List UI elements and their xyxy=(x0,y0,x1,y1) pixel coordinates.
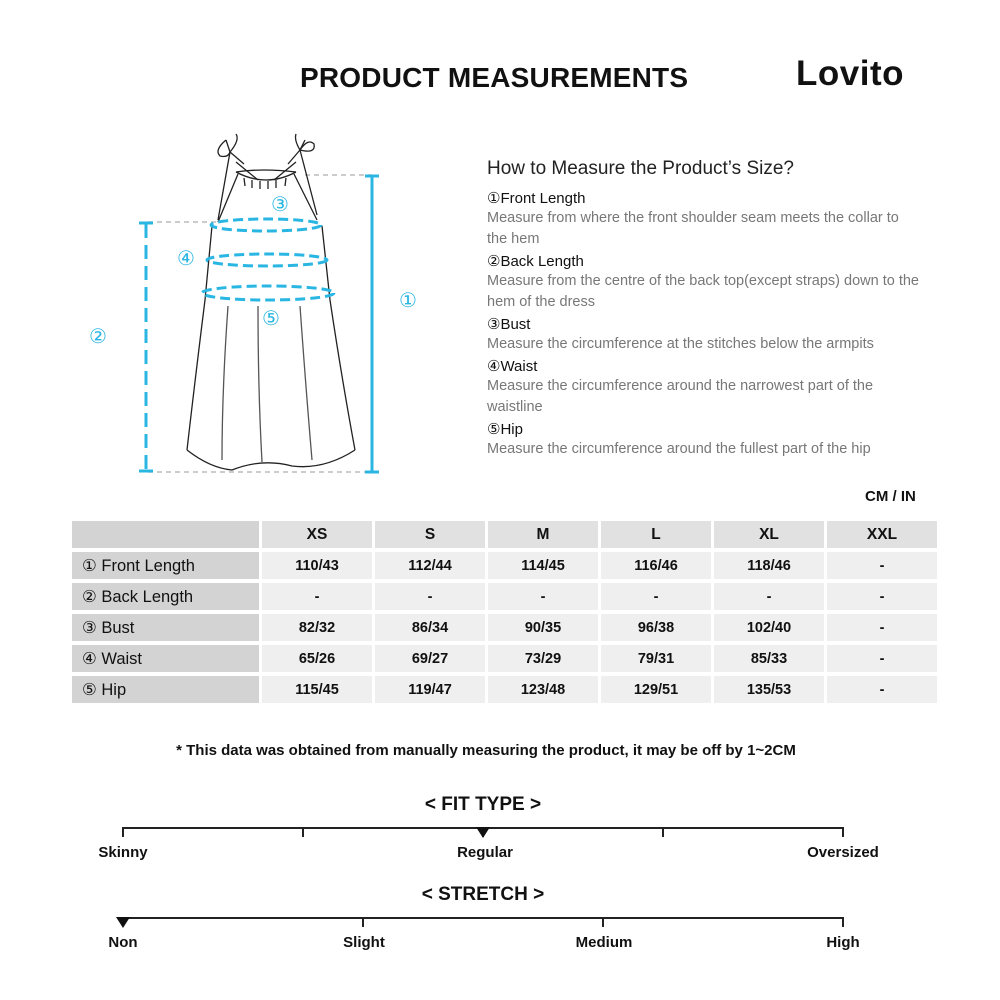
table-cell: 73/29 xyxy=(488,645,598,672)
fit-type-title: < FIT TYPE > xyxy=(424,794,542,815)
table-cell: 96/38 xyxy=(601,614,711,641)
fit-type-label-skinny: Skinny xyxy=(98,844,148,861)
table-cell: 79/31 xyxy=(601,645,711,672)
fit-type-tick xyxy=(122,827,124,837)
table-row xyxy=(72,583,937,610)
stretch-tick xyxy=(842,917,844,927)
table-cell: 114/45 xyxy=(488,552,598,579)
table-cell: - xyxy=(488,583,598,610)
stretch-line xyxy=(122,917,844,919)
stretch-label-slight: Slight xyxy=(343,934,385,951)
size-header: L xyxy=(601,521,711,548)
stretch-label-high: High xyxy=(826,934,860,951)
row-label: ② Back Length xyxy=(72,583,259,610)
row-label: ① Front Length xyxy=(72,552,259,579)
marker-back-length: ② xyxy=(89,324,107,348)
step-back-length-desc: Measure from the centre of the back top(except straps) down to the hem of the dress xyxy=(487,273,919,310)
step-front-length-title: ①Front Length xyxy=(487,190,586,207)
table-cell: 85/33 xyxy=(714,645,824,672)
table-cell: 123/48 xyxy=(488,676,598,703)
hip-measure-line xyxy=(202,286,334,300)
table-cell: 90/35 xyxy=(488,614,598,641)
stretch-label-non: Non xyxy=(108,934,138,951)
table-header-row xyxy=(72,521,937,548)
table-row xyxy=(72,676,937,703)
size-header: XS xyxy=(262,521,372,548)
table-cell: - xyxy=(262,583,372,610)
table-cell: - xyxy=(827,676,937,703)
marker-front-length: ① xyxy=(399,288,417,312)
stretch-tick xyxy=(602,917,604,927)
marker-waist: ④ xyxy=(177,246,195,270)
marker-hip: ⑤ xyxy=(262,306,280,330)
fit-type-tick xyxy=(302,827,304,837)
stretch-label-medium: Medium xyxy=(575,934,633,951)
fit-type-tick xyxy=(842,827,844,837)
table-cell: 102/40 xyxy=(714,614,824,641)
table-cell: 86/34 xyxy=(375,614,485,641)
bust-measure-line xyxy=(211,219,321,231)
page-title: PRODUCT MEASUREMENTS xyxy=(300,62,689,93)
step-waist-desc: Measure the circumference around the narrowest part of the waistline xyxy=(487,378,874,415)
table-cell: 119/47 xyxy=(375,676,485,703)
step-waist-title: ④Waist xyxy=(487,358,538,375)
stretch-tick xyxy=(362,917,364,927)
table-row xyxy=(72,552,937,579)
table-cell: - xyxy=(601,583,711,610)
table-row xyxy=(72,645,937,672)
marker-bust: ③ xyxy=(271,192,289,216)
table-cell: - xyxy=(827,645,937,672)
step-bust-title: ③Bust xyxy=(487,316,531,333)
unit-label: CM / IN xyxy=(865,488,916,505)
step-bust-desc: Measure the circumference at the stitches below the armpits xyxy=(487,336,874,352)
table-cell: - xyxy=(827,583,937,610)
table-cell: 135/53 xyxy=(714,676,824,703)
size-header: XXL xyxy=(827,521,937,548)
table-cell: 65/26 xyxy=(262,645,372,672)
row-label: ③ Bust xyxy=(72,614,259,641)
table-cell: - xyxy=(375,583,485,610)
stretch-marker xyxy=(116,917,130,928)
size-header: XL xyxy=(714,521,824,548)
brand-logo: Lovito xyxy=(796,54,904,93)
table-cell: 69/27 xyxy=(375,645,485,672)
fit-type-label-oversized: Oversized xyxy=(807,844,879,861)
table-corner xyxy=(72,521,259,548)
fit-type-label-regular: Regular xyxy=(457,844,513,861)
fit-type-marker xyxy=(476,827,490,838)
stretch-title: < STRETCH > xyxy=(421,884,545,905)
step-hip-desc: Measure the circumference around the fullest part of the hip xyxy=(487,441,871,457)
fit-type-tick xyxy=(662,827,664,837)
step-hip-title: ⑤Hip xyxy=(487,421,523,438)
dress-illustration xyxy=(70,130,450,480)
waist-measure-line xyxy=(207,254,327,266)
step-front-length-desc: Measure from where the front shoulder seam meets the collar to the hem xyxy=(487,210,899,247)
strap-ties xyxy=(218,134,317,220)
table-cell: 115/45 xyxy=(262,676,372,703)
table-cell: 82/32 xyxy=(262,614,372,641)
size-table xyxy=(69,517,940,707)
measurement-note: * This data was obtained from manually measuring the product, it may be off by 1~2CM xyxy=(176,742,796,759)
instructions-heading: How to Measure the Product’s Size? xyxy=(487,158,794,179)
table-cell: - xyxy=(827,614,937,641)
step-back-length-title: ②Back Length xyxy=(487,253,584,270)
table-cell: 116/46 xyxy=(601,552,711,579)
table-row xyxy=(72,614,937,641)
table-cell: - xyxy=(827,552,937,579)
size-header: M xyxy=(488,521,598,548)
row-label: ⑤ Hip xyxy=(72,676,259,703)
table-cell: 112/44 xyxy=(375,552,485,579)
table-cell: 129/51 xyxy=(601,676,711,703)
table-cell: - xyxy=(714,583,824,610)
table-cell: 118/46 xyxy=(714,552,824,579)
table-cell: 110/43 xyxy=(262,552,372,579)
row-label: ④ Waist xyxy=(72,645,259,672)
size-header: S xyxy=(375,521,485,548)
